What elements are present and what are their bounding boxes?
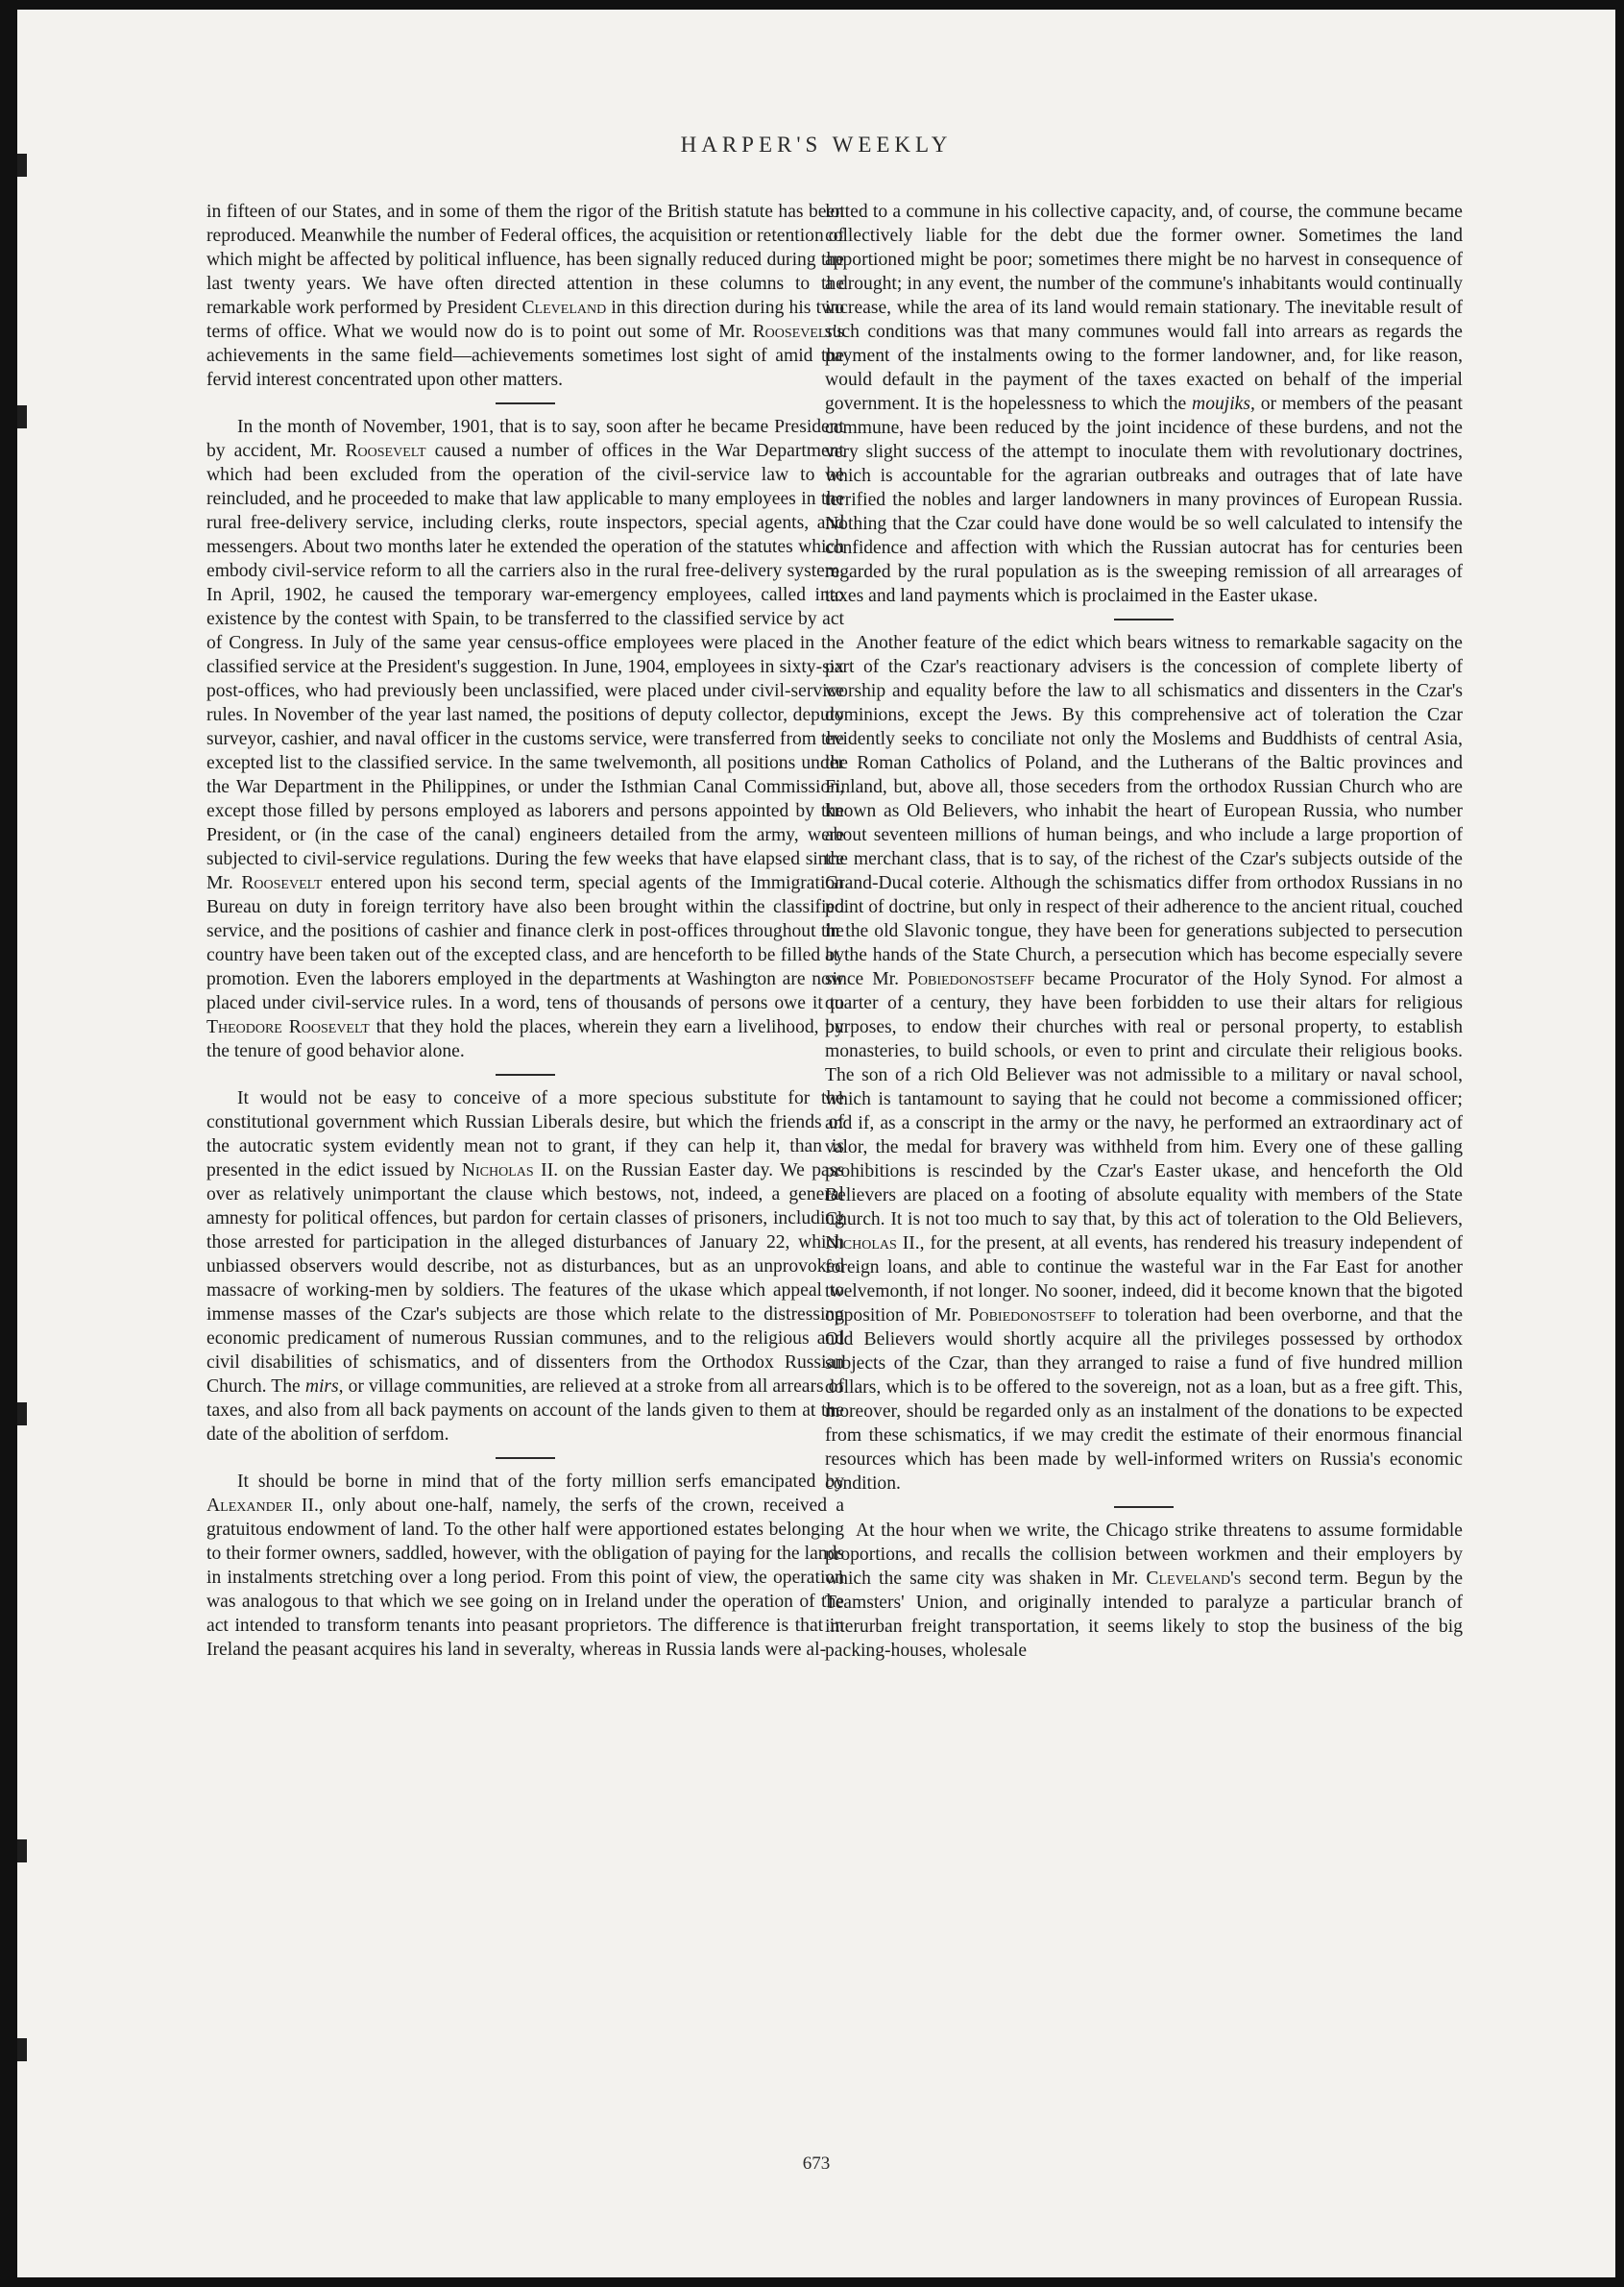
section-divider xyxy=(1114,1506,1174,1508)
paragraph: Another feature of the edict which bears witness to remarkable sagacity on the part of the Czar's reactionary advisers is the concession of complete liberty of worship and equality before the law to all schismatics and dissenters in the Czar's dominions, except the Jews. By this comprehensive act of toleration the Czar evidently seeks to conciliate not only the Moslems and Buddhists of central Asia, the Roman Catholics of Poland, and the Lutherans of the Baltic provinces and Finland, but, above all, those seceders from the orthodox Russian Church who are known as Old Believers, who inhabit the heart of European Russia, who number about seventeen millions of human beings, and who include a large proportion of the merchant class, that is to say, of the richest of the Czar's subjects outside of the Grand-Ducal coterie. Although the schismatics differ from orthodox Russians in no point of doctrine, but only in respect of their adherence to the ancient ritual, couched in the old Slavonic tongue, they have been for generations subjected to persecution at the hands of the State Church, a persecution which has become especially severe since Mr. Pobiedonostseff became Procurator of the Holy Synod. For almost a quarter of a century, they have been forbidden to use their altars for religious purposes, to endow their churches with real or personal property, to establish monasteries, to build schools, or even to print and circulate their religious books. The son of a rich Old Believer was not admissible to a military or naval school, which is tantamount to saying that he could not become a commissioned officer; and if, as a conscript in the army or the navy, he performed an extraordinary act of valor, the medal for bravery was withheld from him. Every one of these galling prohibitions is rescinded by the Czar's Easter ukase, and henceforth the Old Believers are placed on a footing of absolute equality with members of the State Church. It is not too much to say that, by this act of toleration to the Old Believers, Nicholas II., for the present, at all events, has rendered his treasury independent of foreign loans, and able to continue the wasteful war in the Far East for another twelvemonth, if not longer. No sooner, indeed, did it become known that the bigoted opposition of Mr. Pobiedonostseff to toleration had been overborne, and that the Old Believers would shortly acquire all the privileges possessed by orthodox subjects of the Czar, than they arranged to raise a fund of five hundred million dollars, which is to be offered to the sovereign, not as a loan, but as a free gift. This, moreover, should be regarded only as an instalment of the donations to be expected from these schismatics, if we may credit the estimate of their enormous financial resources which has been made by well-informed writers on Russia's economic condition. xyxy=(825,633,1464,1494)
section-divider xyxy=(496,1457,555,1459)
binding-mark xyxy=(17,405,27,428)
binding-mark xyxy=(17,1839,27,1862)
paragraph: It should be borne in mind that of the forty million serfs emancipated by Alexander II., only about one-half, namely, the serfs of the crown, received a gratuitous endowment of land. To the other half were apportioned estates belonging to their former owners, saddled, however, with the obligation of paying for the lands in instalments stretching over a long period. From this point of view, the operation was analogous to that which we see going on in Ireland under the operation of the act intended to transform tenants into peasant proprietors. The difference is that in Ireland the peasant acquires his land in severalty, whereas in Russia lands were al- xyxy=(206,1472,845,1660)
paragraph: At the hour when we write, the Chicago strike threatens to assume formidable proportions, and recalls the collision between workmen and their employers by which the same city was shaken in Mr. Cleveland's second term. Begun by the Teamsters' Union, and originally intended to paralyze a particular branch of interurban freight transportation, it seems likely to stop the business of the big packing-houses, wholesale xyxy=(825,1521,1464,1661)
paragraph: It would not be easy to conceive of a more specious substitute for the constitutional government which Russian Liberals desire, but which the friends of the autocratic system evidently mean not to grant, if they can help it, than is presented in the edict issued by Nicholas II. on the Russian Easter day. We pass over as relatively unimportant the clause which bestows, not, indeed, a general amnesty for political offences, but pardon for certain classes of prisoners, including those arrested for participation in the alleged disturbances of January 22, which unbiassed observers would describe, not as disturbances, but as an unprovoked massacre of working-men by soldiers. The features of the ukase which appeal to immense masses of the Czar's subjects are those which relate to the distressing economic predicament of numerous Russian communes, and to the religious and civil disabilities of schismatics, and of dissenters from the Orthodox Russian Church. The mirs, or village communities, are relieved at a stroke from all arrears of taxes, and also from all back payments on account of the lands given to them at the date of the abolition of serfdom. xyxy=(206,1088,844,1445)
right-column xyxy=(825,200,1463,1663)
magazine-page xyxy=(17,10,1615,2277)
section-divider xyxy=(1114,619,1174,620)
page-number: 673 xyxy=(802,2153,831,2174)
binding-mark xyxy=(17,2038,27,2061)
left-column xyxy=(206,200,844,1662)
running-header: HARPER'S WEEKLY xyxy=(680,133,953,157)
paragraph: in fifteen of our States, and in some of them the rigor of the British statute has been reproduced. Meanwhile the number of Federal offices, the acquisition or retention of which might be affected by political influence, has been signally reduced during the last twenty years. We have often directed attention in these columns to the remarkable work performed by President Cleveland in this direction during his two terms of office. What we would now do is to point out some of Mr. Roosevelt's achievements in the same field—achievements sometimes lost sight of amid the fervid interest concentrated upon other matters. xyxy=(206,202,844,390)
section-divider xyxy=(496,1074,555,1076)
binding-mark xyxy=(17,1402,27,1425)
section-divider xyxy=(496,402,555,404)
paragraph: In the month of November, 1901, that is to say, soon after he became President by accident, Mr. Roosevelt caused a number of offices in the War Department which had been excluded from the operation of the civil-service law to be reincluded, and he proceeded to make that law applicable to many employees in the rural free-delivery service, including clerks, route inspectors, special agents, and messengers. About two months later he extended the operation of the statutes which embody civil-service reform to all the carriers also in the rural free-delivery system. In April, 1902, he caused the temporary war-emergency employees, called into existence by the contest with Spain, to be transferred to the classified service by act of Congress. In July of the same year census-office employees were placed in the classified service at the President's suggestion. In June, 1904, employees in sixty-six post-offices, who had previously been unclassified, were placed under civil-service rules. In November of the year last named, the positions of deputy collector, deputy surveyor, cashier, and naval officer in the customs service, were transferred from the excepted list to the classified service. In the same twelvemonth, all positions under the War Department in the Philippines, or under the Isthmian Canal Commission, except those filled by persons employed as laborers and persons appointed by the President, or (in the case of the canal) engineers detailed from the army, were subjected to civil-service regulations. During the few weeks that have elapsed since Mr. Roosevelt entered upon his second term, special agents of the Immigration Bureau on duty in foreign territory have also been brought within the classified service, and the positions of cashier and finance clerk in post-offices throughout the country have been taken out of the excepted class, and are henceforth to be filled by promotion. Even the laborers employed in the departments at Washington are now placed under civil-service rules. In a word, tens of thousands of persons owe it to Theodore Roosevelt that they hold the places, wherein they earn a livelihood, by the tenure of good behavior alone. xyxy=(206,417,844,1061)
paragraph: lotted to a commune in his collective capacity, and, of course, the commune became collectively liable for the debt due the former owner. Sometimes the land apportioned might be poor; sometimes there might be no harvest in consequence of a drought; in any event, the number of the commune's inhabitants would continually increase, while the area of its land would remain stationary. The inevitable result of such conditions was that many communes would fall into arrears as regards the payment of the instalments owing to the former landowner, and, for like reason, would default in the payment of the taxes exacted on behalf of the imperial government. It is the hopelessness to which the moujiks, or members of the peasant commune, have been reduced by the joint incidence of these burdens, and not the very slight success of the attempt to inoculate them with revolutionary doctrines, which is accountable for the agrarian outbreaks and outrages that of late have terrified the nobles and larger landowners in many provinces of European Russia. Nothing that the Czar could have done would be so well calculated to intensify the confidence and affection with which the Russian autocrat has for centuries been regarded by the rural population as is the sweeping remission of all arrearages of taxes and land payments which is proclaimed in the Easter ukase. xyxy=(825,202,1463,606)
